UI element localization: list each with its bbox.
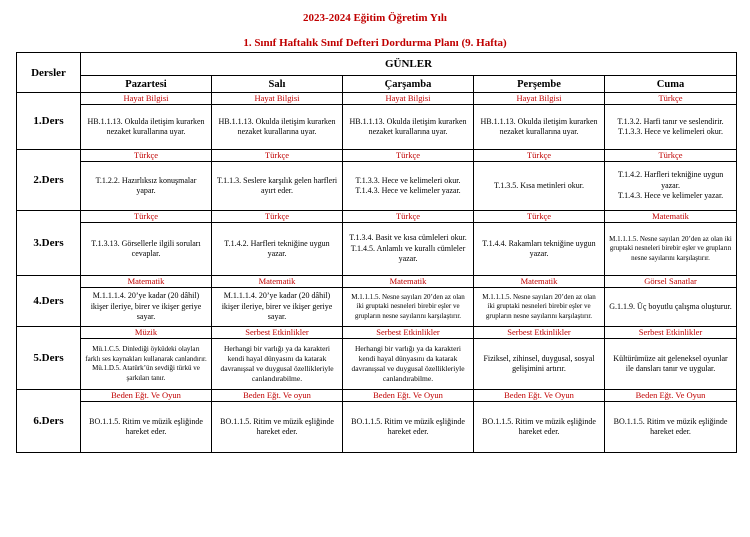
lesson-cell bbox=[212, 276, 343, 327]
outcome-text-content: T.1.3.2. Harfi tanır ve seslendirir. T.1.3.3. Hece ve kelimeleri okur. bbox=[617, 116, 724, 136]
subject-label: Matematik bbox=[343, 276, 473, 288]
outcome-text-content: M.1.1.1.5. Nesne sayıları 20’den az olan iki gruptaki nesneleri birebir eşler ve grupların nesne sayılarını karşılaştırır. bbox=[351, 292, 465, 320]
subject-label: Görsel Sanatlar bbox=[605, 276, 736, 288]
outcome-text bbox=[212, 339, 342, 389]
outcome-text-content: Herhangi bir varlığı ya da karakteri kendi hayal dünyasını da katarak davranışsal ve duygusal özellikleriyle canlandırabilme. bbox=[220, 344, 334, 383]
lesson-cell bbox=[343, 390, 474, 453]
outcome-text bbox=[212, 162, 342, 210]
outcome-text bbox=[81, 288, 211, 326]
outcome-text-content: Herhangi bir varlığı ya da karakteri kendi hayal dünyasını da katarak davranışsal ve duygusal özellikleriyle canlandırabilme. bbox=[351, 344, 465, 383]
outcome-text bbox=[81, 402, 211, 452]
lesson-cell bbox=[343, 150, 474, 211]
outcome-text-content: Mü.1.C.5. Dinlediği öyküdeki olayları farklı ses kaynakları kullanarak canlandırır. Mü.1.D.5. Atatürk’ün sevdiği türkü ve şarkıları tanır. bbox=[85, 345, 207, 382]
outcome-text bbox=[343, 223, 473, 275]
subject-label: Türkçe bbox=[212, 150, 342, 162]
outcome-text bbox=[474, 402, 604, 452]
subject-label: Beden Eğt. Ve Oyun bbox=[605, 390, 736, 402]
subject-label: Matematik bbox=[81, 276, 211, 288]
outcome-text-content: T.1.1.3. Seslere karşılık gelen harfleri ayırt eder. bbox=[216, 175, 338, 195]
header-dersler: Dersler bbox=[17, 53, 81, 93]
outcome-text bbox=[81, 162, 211, 210]
lesson-cell bbox=[605, 150, 737, 211]
header-row-gunler bbox=[17, 53, 737, 76]
lesson-cell bbox=[605, 93, 737, 150]
subject-label: Hayat Bilgisi bbox=[81, 93, 211, 105]
subject-label: Türkçe bbox=[474, 211, 604, 223]
subject-label: Matematik bbox=[605, 211, 736, 223]
outcome-text bbox=[212, 402, 342, 452]
lesson-label: 2.Ders bbox=[17, 150, 81, 211]
subject-label: Hayat Bilgisi bbox=[212, 93, 342, 105]
outcome-text-content: Kültürümüze ait geleneksel oyunlar ile dansları tanır ve uygular. bbox=[613, 353, 728, 373]
outcome-text-content: BO.1.1.5. Ritim ve müzik eşliğinde hareket eder. bbox=[89, 416, 203, 436]
outcome-text-content: T.1.2.2. Hazırlıksız konuşmalar yapar. bbox=[95, 175, 197, 195]
lesson-cell bbox=[605, 276, 737, 327]
lesson-cell bbox=[474, 327, 605, 390]
lesson-cell bbox=[81, 211, 212, 276]
lesson-cell bbox=[605, 390, 737, 453]
outcome-text bbox=[605, 223, 736, 275]
subject-label: Matematik bbox=[212, 276, 342, 288]
outcome-text bbox=[474, 162, 604, 210]
outcome-text bbox=[605, 105, 736, 149]
lesson-label: 4.Ders bbox=[17, 276, 81, 327]
subject-label: Serbest Etkinlikler bbox=[605, 327, 736, 339]
outcome-text-content: M.1.1.1.4. 20’ye kadar (20 dâhil) ikişer ileriye, birer ve ikişer geriye sayar. bbox=[221, 291, 333, 322]
lesson-row bbox=[17, 390, 737, 453]
lesson-cell bbox=[212, 390, 343, 453]
outcome-text-content: T.1.4.4. Rakamları tekniğine uygun yazar. bbox=[482, 238, 596, 258]
day-sali: Salı bbox=[212, 76, 343, 93]
lesson-cell bbox=[605, 327, 737, 390]
lesson-cell bbox=[474, 211, 605, 276]
subject-label: Beden Eğt. Ve Oyun bbox=[343, 390, 473, 402]
subject-label: Matematik bbox=[474, 276, 604, 288]
lesson-row bbox=[17, 276, 737, 327]
subject-label: Serbest Etkinlikler bbox=[474, 327, 604, 339]
lesson-cell bbox=[474, 93, 605, 150]
lesson-label: 3.Ders bbox=[17, 211, 81, 276]
subject-label: Hayat Bilgisi bbox=[343, 93, 473, 105]
lesson-cell bbox=[81, 390, 212, 453]
lesson-cell bbox=[605, 211, 737, 276]
outcome-text bbox=[81, 105, 211, 149]
lesson-cell bbox=[212, 211, 343, 276]
lesson-cell bbox=[212, 150, 343, 211]
outcome-text-content: T.1.3.5. Kısa metinleri okur. bbox=[493, 180, 585, 190]
day-cuma: Cuma bbox=[605, 76, 737, 93]
subject-label: Türkçe bbox=[605, 93, 736, 105]
outcome-text bbox=[605, 402, 736, 452]
subject-label: Hayat Bilgisi bbox=[474, 93, 604, 105]
subject-label: Türkçe bbox=[343, 150, 473, 162]
outcome-text-content: BO.1.1.5. Ritim ve müzik eşliğinde hareket eder. bbox=[351, 416, 465, 436]
lesson-cell bbox=[474, 390, 605, 453]
outcome-text bbox=[343, 339, 473, 389]
lesson-row bbox=[17, 327, 737, 390]
lesson-row bbox=[17, 93, 737, 150]
subject-label: Türkçe bbox=[474, 150, 604, 162]
outcome-text-content: M.1.1.1.5. Nesne sayıları 20’den az olan iki gruptaki nesneleri birebir eşler ve grupların nesne sayılarını karşılaştırır. bbox=[609, 234, 732, 262]
day-carsamba: Çarşamba bbox=[343, 76, 474, 93]
subject-label: Türkçe bbox=[605, 150, 736, 162]
outcome-text bbox=[212, 105, 342, 149]
subject-label: Serbest Etkinlikler bbox=[343, 327, 473, 339]
lesson-label: 5.Ders bbox=[17, 327, 81, 390]
day-persembe: Perşembe bbox=[474, 76, 605, 93]
header-row-days bbox=[17, 76, 737, 93]
outcome-text bbox=[343, 288, 473, 326]
outcome-text-content: BO.1.1.5. Ritim ve müzik eşliğinde hareket eder. bbox=[482, 416, 596, 436]
schedule-table bbox=[16, 52, 737, 453]
lesson-row bbox=[17, 150, 737, 211]
outcome-text bbox=[212, 223, 342, 275]
document-title: 2023-2024 Eğitim Öğretim Yılı bbox=[303, 12, 447, 24]
document-subtitle: 1. Sınıf Haftalık Sınıf Defteri Dordurma Planı (9. Hafta) bbox=[243, 37, 507, 49]
outcome-text bbox=[474, 223, 604, 275]
lesson-cell bbox=[81, 276, 212, 327]
lesson-label: 6.Ders bbox=[17, 390, 81, 453]
day-pazartesi: Pazartesi bbox=[81, 76, 212, 93]
lesson-cell bbox=[81, 93, 212, 150]
outcome-text bbox=[212, 288, 342, 326]
outcome-text-content: T.1.3.3. Hece ve kelimeleri okur. T.1.4.3. Hece ve kelimeler yazar. bbox=[355, 175, 461, 195]
outcome-text-content: HB.1.1.13. Okulda iletişim kurarken nezaket kurallarına uyar. bbox=[480, 116, 598, 136]
lesson-cell bbox=[212, 93, 343, 150]
lesson-cell bbox=[81, 150, 212, 211]
outcome-text bbox=[605, 339, 736, 389]
outcome-text bbox=[474, 288, 604, 326]
lesson-row bbox=[17, 211, 737, 276]
lesson-cell bbox=[474, 276, 605, 327]
outcome-text bbox=[474, 105, 604, 149]
outcome-text bbox=[343, 105, 473, 149]
subject-label: Müzik bbox=[81, 327, 211, 339]
outcome-text-content: HB.1.1.13. Okulda iletişim kurarken nezaket kurallarına uyar. bbox=[87, 116, 205, 136]
subject-label: Beden Eğt. Ve oyun bbox=[212, 390, 342, 402]
lesson-cell bbox=[212, 327, 343, 390]
outcome-text bbox=[343, 402, 473, 452]
outcome-text bbox=[605, 162, 736, 210]
subject-label: Serbest Etkinlikler bbox=[212, 327, 342, 339]
subject-label: Beden Eğt. Ve Oyun bbox=[81, 390, 211, 402]
outcome-text bbox=[605, 288, 736, 326]
header-gunler: GÜNLER bbox=[81, 53, 737, 76]
lesson-label: 1.Ders bbox=[17, 93, 81, 150]
outcome-text-content: T.1.3.4. Basit ve kısa cümleleri okur. T.1.4.5. Anlamlı ve kurallı cümleler yazar. bbox=[349, 233, 467, 264]
outcome-text-content: Fiziksel, zihinsel, duygusal, sosyal gelişimini artırır. bbox=[483, 353, 595, 373]
lesson-cell bbox=[343, 93, 474, 150]
subject-label: Türkçe bbox=[81, 211, 211, 223]
subject-label: Türkçe bbox=[343, 211, 473, 223]
lesson-cell bbox=[343, 327, 474, 390]
subject-label: Türkçe bbox=[212, 211, 342, 223]
subject-label: Beden Eğt. Ve Oyun bbox=[474, 390, 604, 402]
lesson-cell bbox=[81, 327, 212, 390]
outcome-text-content: T.1.4.2. Harfleri tekniğine uygun yazar. bbox=[224, 238, 330, 258]
outcome-text-content: G.1.1.9. Üç boyutlu çalışma oluşturur. bbox=[609, 301, 732, 311]
outcome-text-content: BO.1.1.5. Ritim ve müzik eşliğinde hareket eder. bbox=[220, 416, 334, 436]
outcome-text bbox=[81, 223, 211, 275]
outcome-text-content: T.1.4.2. Harfleri tekniğine uygun yazar. T.1.4.3. Hece ve kelimeler yazar. bbox=[617, 170, 724, 201]
outcome-text bbox=[81, 339, 211, 389]
outcome-text-content: HB.1.1.13. Okulda iletişim kurarken nezaket kurallarına uyar. bbox=[218, 116, 336, 136]
lesson-cell bbox=[343, 276, 474, 327]
lesson-cell bbox=[474, 150, 605, 211]
outcome-text-content: M.1.1.1.4. 20’ye kadar (20 dâhil) ikişer ileriye, birer ve ikişer geriye sayar. bbox=[90, 291, 202, 322]
outcome-text-content: M.1.1.1.5. Nesne sayıları 20’den az olan iki gruptaki nesneleri birebir eşler ve grupların nesne sayılarını karşılaştırır. bbox=[482, 292, 596, 320]
outcome-text-content: BO.1.1.5. Ritim ve müzik eşliğinde hareket eder. bbox=[613, 416, 728, 436]
subject-label: Türkçe bbox=[81, 150, 211, 162]
outcome-text bbox=[474, 339, 604, 389]
outcome-text-content: T.1.3.13. Görsellerle ilgili soruları cevaplar. bbox=[91, 238, 201, 258]
outcome-text bbox=[343, 162, 473, 210]
lesson-cell bbox=[343, 211, 474, 276]
outcome-text-content: HB.1.1.13. Okulda iletişim kurarken nezaket kurallarına uyar. bbox=[349, 116, 467, 136]
